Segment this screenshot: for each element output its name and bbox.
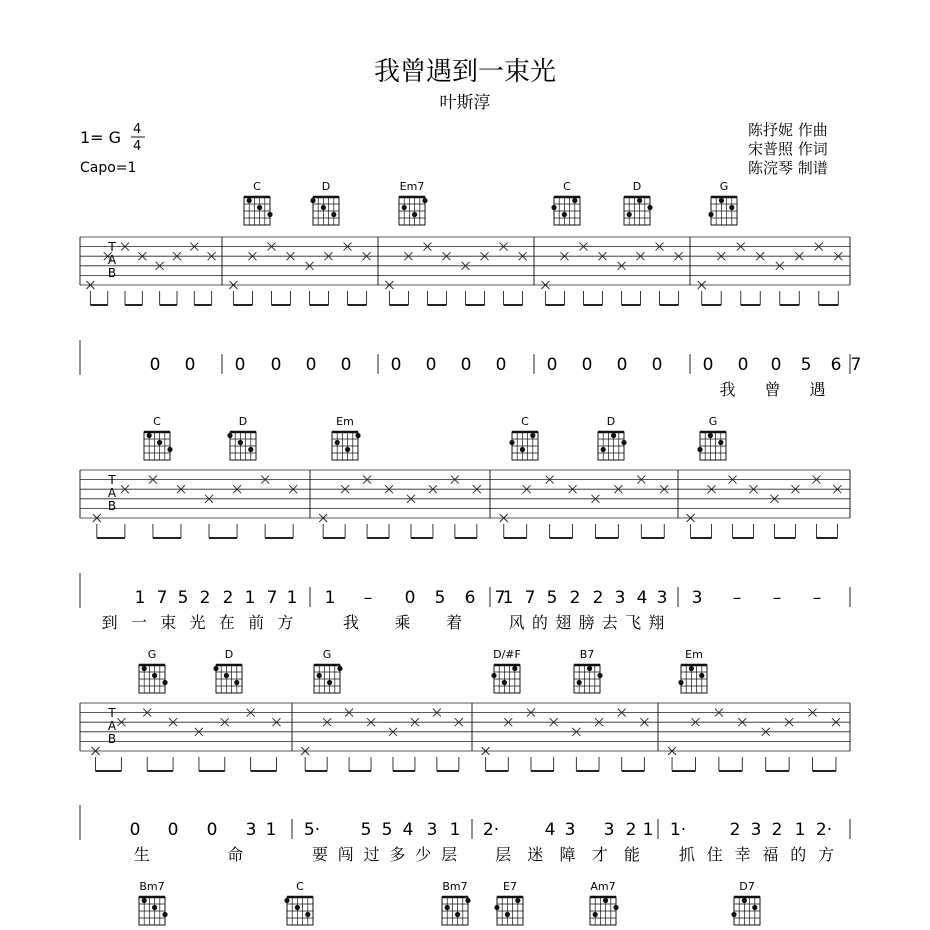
chord-finger-dot	[310, 198, 315, 203]
lyric-char: 方	[818, 845, 835, 864]
jianpu-note: 0	[167, 820, 179, 840]
chord-finger-dot	[699, 673, 704, 678]
lyric-char: 一	[130, 613, 147, 632]
lyric-char: 生	[133, 845, 150, 864]
jianpu-note: 1	[502, 588, 514, 608]
lyric-char: 遇	[809, 380, 826, 399]
lyric-char: 幸	[734, 845, 751, 864]
jianpu-note: 0	[305, 355, 317, 375]
chord-finger-dot	[505, 912, 510, 917]
jianpu-note: 5	[434, 588, 446, 608]
chord-finger-dot	[295, 905, 300, 910]
chord-finger-dot	[167, 447, 172, 452]
chord-name: D	[224, 648, 234, 661]
lyric-char: 到	[101, 613, 118, 632]
chord-finger-dot	[284, 898, 289, 903]
chord-name: G	[719, 180, 729, 193]
jianpu-note: 3	[603, 820, 615, 840]
chord-name: Em7	[399, 180, 425, 193]
jianpu-note: 0	[460, 355, 472, 375]
chord-finger-dot	[224, 673, 229, 678]
jianpu-note: 0	[425, 355, 437, 375]
lyric-char: 障	[559, 845, 576, 864]
chord-finger-dot	[157, 440, 162, 445]
chord-finger-dot	[520, 447, 525, 452]
chord-finger-dot	[305, 912, 310, 917]
lyric-char: 前	[248, 613, 265, 632]
lyric-char: 能	[623, 845, 640, 864]
chord-finger-dot	[267, 212, 272, 217]
jianpu-note: 0	[581, 355, 593, 375]
chord-finger-dot	[627, 212, 632, 217]
jianpu-note: –	[363, 588, 373, 608]
chord-name: D7	[739, 880, 755, 893]
jianpu-note: 2	[222, 588, 234, 608]
chord-name: D/#F	[493, 648, 521, 661]
chord-name: D	[238, 415, 248, 428]
chord-name: D	[321, 180, 331, 193]
chord-finger-dot	[345, 447, 350, 452]
chord-name: C	[563, 180, 571, 193]
chord-name: Em	[685, 648, 703, 661]
chord-name: Bm7	[139, 880, 165, 893]
chord-finger-dot	[412, 212, 417, 217]
chord-finger-dot	[647, 205, 652, 210]
lyric-char: 的	[531, 613, 548, 632]
jianpu-note: 1	[244, 588, 256, 608]
credit-composer: 陈抒妮 作曲	[748, 121, 828, 139]
chord-name: Em	[336, 415, 354, 428]
chord-name: C	[521, 415, 529, 428]
tab-letter: A	[107, 253, 117, 267]
jianpu-note: 7	[266, 588, 278, 608]
jianpu-note: 2	[771, 820, 783, 840]
jianpu-note: 5	[546, 588, 558, 608]
chord-finger-dot	[331, 212, 336, 217]
lyric-char: 多	[389, 845, 406, 864]
lyric-char: 层	[495, 845, 512, 864]
lyric-char: 层	[441, 845, 458, 864]
chord-finger-dot	[335, 440, 340, 445]
jianpu-note: 6	[830, 355, 842, 375]
chord-finger-dot	[509, 440, 514, 445]
systems-layer	[80, 180, 861, 925]
jianpu-note: 0	[206, 820, 218, 840]
chord-name: E7	[503, 880, 517, 893]
jianpu-note: 0	[234, 355, 246, 375]
chord-finger-dot	[729, 205, 734, 210]
chord-finger-dot	[238, 440, 243, 445]
chord-finger-dot	[742, 898, 747, 903]
jianpu-note: 3	[656, 588, 668, 608]
chord-name: D	[632, 180, 642, 193]
tab-letter: B	[107, 266, 117, 280]
jianpu-note: 0	[149, 355, 161, 375]
chord-name: C	[253, 180, 261, 193]
chord-finger-dot	[213, 666, 218, 671]
time-signature-bottom: 4	[133, 139, 142, 154]
chord-finger-dot	[752, 905, 757, 910]
jianpu-note: 0	[702, 355, 714, 375]
song-title: 我曾遇到一束光	[373, 57, 557, 87]
chord-finger-dot	[257, 205, 262, 210]
chord-finger-dot	[402, 205, 407, 210]
chord-finger-dot	[317, 673, 322, 678]
lyric-char: 要	[311, 845, 328, 864]
jianpu-note: 0	[770, 355, 782, 375]
lyric-char: 曾	[764, 380, 781, 399]
chord-finger-dot	[247, 198, 252, 203]
jianpu-note: 4	[544, 820, 556, 840]
jianpu-note: 0	[184, 355, 196, 375]
jianpu-note: 5	[800, 355, 812, 375]
jianpu-note: –	[812, 588, 822, 608]
chord-finger-dot	[562, 212, 567, 217]
chord-finger-dot	[621, 440, 626, 445]
chord-name: C	[296, 880, 304, 893]
jianpu-note: 0	[737, 355, 749, 375]
chord-finger-dot	[142, 666, 147, 671]
chord-finger-dot	[572, 198, 577, 203]
jianpu-note: 5	[360, 820, 372, 840]
jianpu-note: 4	[636, 588, 648, 608]
lyric-char: 住	[706, 845, 723, 864]
capo: Capo=1	[80, 160, 137, 176]
chord-finger-dot	[613, 905, 618, 910]
artist-name: 叶斯淳	[439, 93, 491, 113]
jianpu-note: 1	[642, 820, 654, 840]
jianpu-note: 1	[134, 588, 146, 608]
tab-letter: T	[108, 240, 116, 254]
jianpu-note: 7	[494, 588, 506, 608]
jianpu-note: 0	[340, 355, 352, 375]
jianpu-note: 1	[265, 820, 277, 840]
jianpu-note: 5·	[303, 820, 321, 840]
chord-name: Am7	[590, 880, 616, 893]
jianpu-note: 3	[691, 588, 703, 608]
chord-finger-dot	[227, 433, 232, 438]
time-signature-top: 4	[133, 122, 142, 137]
jianpu-note: 1	[449, 820, 461, 840]
tab-letter: A	[107, 719, 117, 733]
jianpu-note: 2	[569, 588, 581, 608]
lyric-char: 命	[227, 845, 244, 864]
chord-finger-dot	[142, 898, 147, 903]
chord-name: C	[153, 415, 161, 428]
tab-letter: T	[108, 706, 116, 720]
chord-finger-dot	[719, 198, 724, 203]
jianpu-note: 2·	[815, 820, 833, 840]
lyric-char: 翅	[555, 613, 572, 632]
chord-name: B7	[579, 648, 595, 661]
lyric-char: 风	[508, 613, 525, 632]
chord-finger-dot	[152, 905, 157, 910]
jianpu-note: 0	[270, 355, 282, 375]
jianpu-note: 7	[156, 588, 168, 608]
chord-finger-dot	[601, 447, 606, 452]
chord-finger-dot	[465, 898, 470, 903]
lyric-char: 的	[790, 845, 807, 864]
jianpu-note: 7	[524, 588, 536, 608]
chord-finger-dot	[445, 905, 450, 910]
jianpu-note: 7	[850, 355, 862, 375]
jianpu-note: 5	[381, 820, 393, 840]
jianpu-note: 2	[729, 820, 741, 840]
lyric-char: 迷	[527, 845, 544, 864]
lyric-char: 才	[591, 845, 608, 864]
jianpu-note: 3	[426, 820, 438, 840]
chord-finger-dot	[327, 680, 332, 685]
jianpu-note: 1	[794, 820, 806, 840]
chord-finger-dot	[577, 680, 582, 685]
lyric-char: 着	[446, 613, 463, 632]
jianpu-note: 2	[592, 588, 604, 608]
lyric-char: 在	[218, 613, 235, 632]
chord-name: G	[147, 648, 157, 661]
jianpu-note: 4	[402, 820, 414, 840]
tab-letter: B	[107, 732, 117, 746]
chord-finger-dot	[530, 433, 535, 438]
lyric-char: 少	[415, 845, 432, 864]
lyric-char: 抓	[678, 845, 695, 864]
chord-finger-dot	[162, 912, 167, 917]
jianpu-note: 2	[199, 588, 211, 608]
lyric-char: 乘	[394, 613, 411, 632]
credit-lyricist: 宋普照 作词	[748, 140, 828, 158]
jianpu-note: –	[732, 588, 742, 608]
jianpu-note: 0	[651, 355, 663, 375]
lyric-char: 翔	[648, 613, 665, 632]
chord-finger-dot	[697, 447, 702, 452]
chord-finger-dot	[162, 680, 167, 685]
jianpu-note: 0	[495, 355, 507, 375]
jianpu-note: 3	[614, 588, 626, 608]
jianpu-note: 2·	[482, 820, 500, 840]
chord-finger-dot	[689, 666, 694, 671]
jianpu-note: 3	[750, 820, 762, 840]
chord-finger-dot	[593, 912, 598, 917]
jianpu-note: 1·	[669, 820, 687, 840]
lyric-char: 方	[277, 613, 294, 632]
chord-finger-dot	[234, 680, 239, 685]
chord-finger-dot	[708, 212, 713, 217]
lyric-char: 光	[189, 613, 206, 632]
lyric-char: 飞	[625, 613, 642, 632]
chord-finger-dot	[587, 666, 592, 671]
jianpu-note: 1	[324, 588, 336, 608]
chord-finger-dot	[455, 912, 460, 917]
tab-letter: A	[107, 486, 117, 500]
chord-finger-dot	[611, 433, 616, 438]
jianpu-note: 0	[546, 355, 558, 375]
chord-finger-dot	[551, 205, 556, 210]
lyric-char: 闯	[337, 845, 354, 864]
jianpu-note: 3	[245, 820, 257, 840]
chord-finger-dot	[603, 898, 608, 903]
chord-finger-dot	[637, 198, 642, 203]
jianpu-note: 6	[464, 588, 476, 608]
chord-finger-dot	[512, 666, 517, 671]
lyric-char: 去	[601, 613, 618, 632]
chord-name: Bm7	[442, 880, 468, 893]
jianpu-note: 0	[616, 355, 628, 375]
chord-finger-dot	[708, 433, 713, 438]
jianpu-note: 3	[564, 820, 576, 840]
chord-finger-dot	[502, 680, 507, 685]
chord-finger-dot	[678, 680, 683, 685]
jianpu-note: 0	[404, 588, 416, 608]
chord-finger-dot	[248, 447, 253, 452]
tab-letter: T	[108, 473, 116, 487]
chord-finger-dot	[491, 673, 496, 678]
chord-name: D	[606, 415, 616, 428]
chord-finger-dot	[494, 905, 499, 910]
jianpu-note: 0	[390, 355, 402, 375]
chord-finger-dot	[597, 673, 602, 678]
tab-letter: B	[107, 499, 117, 513]
chord-finger-dot	[422, 198, 427, 203]
jianpu-note: 2	[625, 820, 637, 840]
lyric-char: 膀	[578, 613, 595, 632]
jianpu-note: –	[772, 588, 782, 608]
chord-name: G	[708, 415, 718, 428]
chord-finger-dot	[321, 205, 326, 210]
jianpu-note: 0	[129, 820, 141, 840]
jianpu-note: 1	[286, 588, 298, 608]
lyric-char: 福	[762, 845, 779, 864]
credit-arranger: 陈浣琴 制谱	[748, 159, 828, 177]
lyric-char: 我	[342, 613, 359, 632]
chord-finger-dot	[515, 898, 520, 903]
chord-finger-dot	[147, 433, 152, 438]
key-signature: 1= G	[80, 128, 122, 147]
chord-name: G	[322, 648, 332, 661]
chord-finger-dot	[337, 666, 342, 671]
jianpu-note: 5	[177, 588, 189, 608]
chord-finger-dot	[152, 673, 157, 678]
lyric-char: 我	[719, 380, 736, 399]
chord-finger-dot	[718, 440, 723, 445]
chord-finger-dot	[355, 433, 360, 438]
lyric-char: 束	[160, 613, 177, 632]
chord-finger-dot	[731, 912, 736, 917]
lyric-char: 过	[363, 845, 380, 864]
